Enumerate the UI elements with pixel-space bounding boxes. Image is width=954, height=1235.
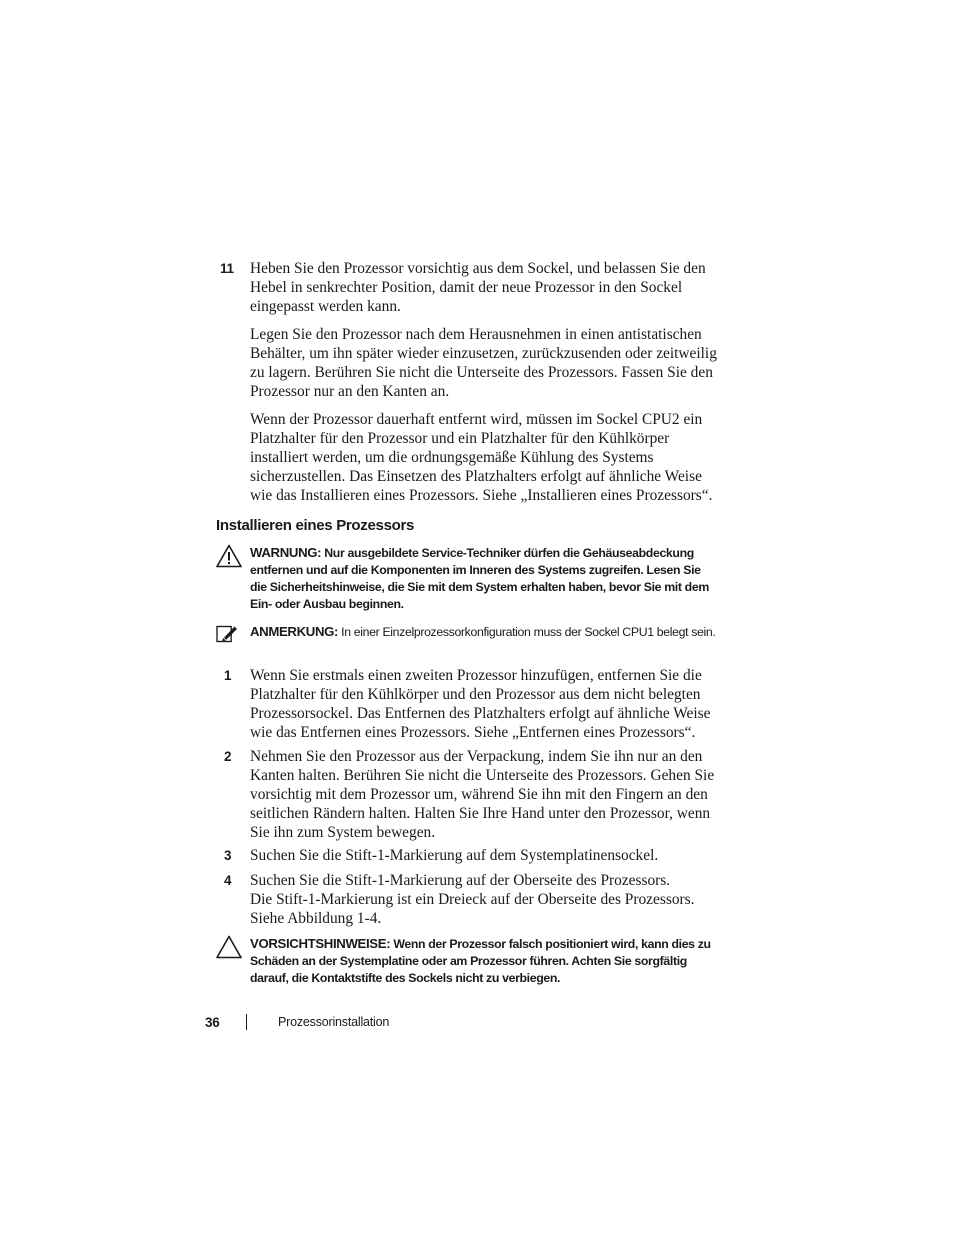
warning-text: Nur ausgebildete Service-Techniker dürfen die Gehäuseabdeckung entfernen und auf die Komponenten im Inneren des Systems zugreifen. Lesen Sie die Sicherheitshinweise, die Sie mit dem System erhalten haben, bevor Sie mit dem Ein- oder Ausbau beginnen. [250, 546, 709, 611]
step-number: 4 [224, 873, 232, 888]
step-number: 3 [224, 848, 232, 863]
step-11-paragraph-1: Heben Sie den Prozessor vorsichtig aus dem Sockel, und belassen Sie den Hebel in senkrechter Position, damit der neue Prozessor in den Sockel eingepasst werden kann. [250, 260, 706, 315]
note-pencil-icon [216, 624, 238, 644]
step-1 [224, 666, 724, 751]
step-11-paragraph-2: Legen Sie den Prozessor nach dem Herausnehmen in einen antistatischen Behälter, um ihn später wieder einzusetzen, zurückzusenden oder zeitweilig zu lagern. Berühren Sie nicht die Unterseite des Prozessors. Fassen Sie den Prozessor nur an den Kanten an. [250, 326, 717, 400]
step-4-text-2: Die Stift-1-Markierung ist ein Dreieck auf der Oberseite des Prozessors. Siehe Abbildung 1-4. [250, 891, 695, 927]
step-number: 2 [224, 749, 232, 764]
caution-label: VORSICHTSHINWEISE: [250, 936, 391, 951]
warning-triangle-icon [216, 544, 242, 568]
page-number: 36 [205, 1015, 220, 1030]
step-1-text: Wenn Sie erstmals einen zweiten Prozessor hinzufügen, entfernen Sie die Platzhalter für den Kühlkörper und den Prozessor aus dem nicht belegten Prozessorsockel. Das Entfernen des Platzhalters erfolgt auf ähnliche Weise wie das Entfernen eines Prozessors. Siehe „Entfernen eines Prozessors“. [250, 667, 711, 741]
warning-notice [216, 544, 720, 613]
step-3 [224, 846, 724, 874]
step-number: 1 [224, 668, 232, 683]
footer-separator [246, 1014, 247, 1030]
step-2 [224, 747, 724, 851]
step-2-text: Nehmen Sie den Prozessor aus der Verpackung, indem Sie ihn nur an den Kanten halten. Berühren Sie nicht die Unterseite des Prozessors. Gehen Sie vorsichtig mit dem Prozessor um, während Sie ihn mit den Fingern an den seitlichen Rändern halten. Halten Sie Ihre Hand unter den Prozessor, wenn Sie ihn zum System bewegen. [250, 748, 715, 841]
note-text: In einer Einzelprozessorkonfiguration muss der Sockel CPU1 belegt sein. [341, 625, 716, 639]
chapter-title: Prozessorinstallation [278, 1015, 390, 1029]
caution-triangle-icon [216, 935, 242, 959]
caution-notice [216, 935, 720, 987]
section-heading: Installieren eines Prozessors [216, 517, 415, 534]
warning-label: WARNUNG: [250, 545, 322, 560]
note-label: ANMERKUNG: [250, 624, 339, 639]
step-4-text: Suchen Sie die Stift-1-Markierung auf der Oberseite des Prozessors. [250, 872, 671, 889]
step-11 [220, 259, 720, 514]
step-4 [224, 871, 724, 928]
step-11-paragraph-3: Wenn der Prozessor dauerhaft entfernt wird, müssen im Sockel CPU2 ein Platzhalter für den Prozessor und ein Platzhalter für den Kühlkörper installiert werden, um die ordnungsgemäße Kühlung des Systems sicherzustellen. Das Einsetzen des Platzhalters erfolgt auf ähnliche Weise wie das Installieren eines Prozessors. Siehe „Installieren eines Prozessors“. [250, 411, 713, 504]
note-notice [216, 623, 720, 641]
caution-text: Wenn der Prozessor falsch positioniert wird, kann dies zu Schäden an der Systemplatine oder am Prozessor führen. Achten Sie sorgfältig darauf, die Kontaktstifte des Sockels nicht zu verbiegen. [250, 937, 711, 985]
step-number: 11 [220, 261, 234, 276]
step-3-text: Suchen Sie die Stift-1-Markierung auf dem Systemplatinensockel. [250, 847, 659, 864]
